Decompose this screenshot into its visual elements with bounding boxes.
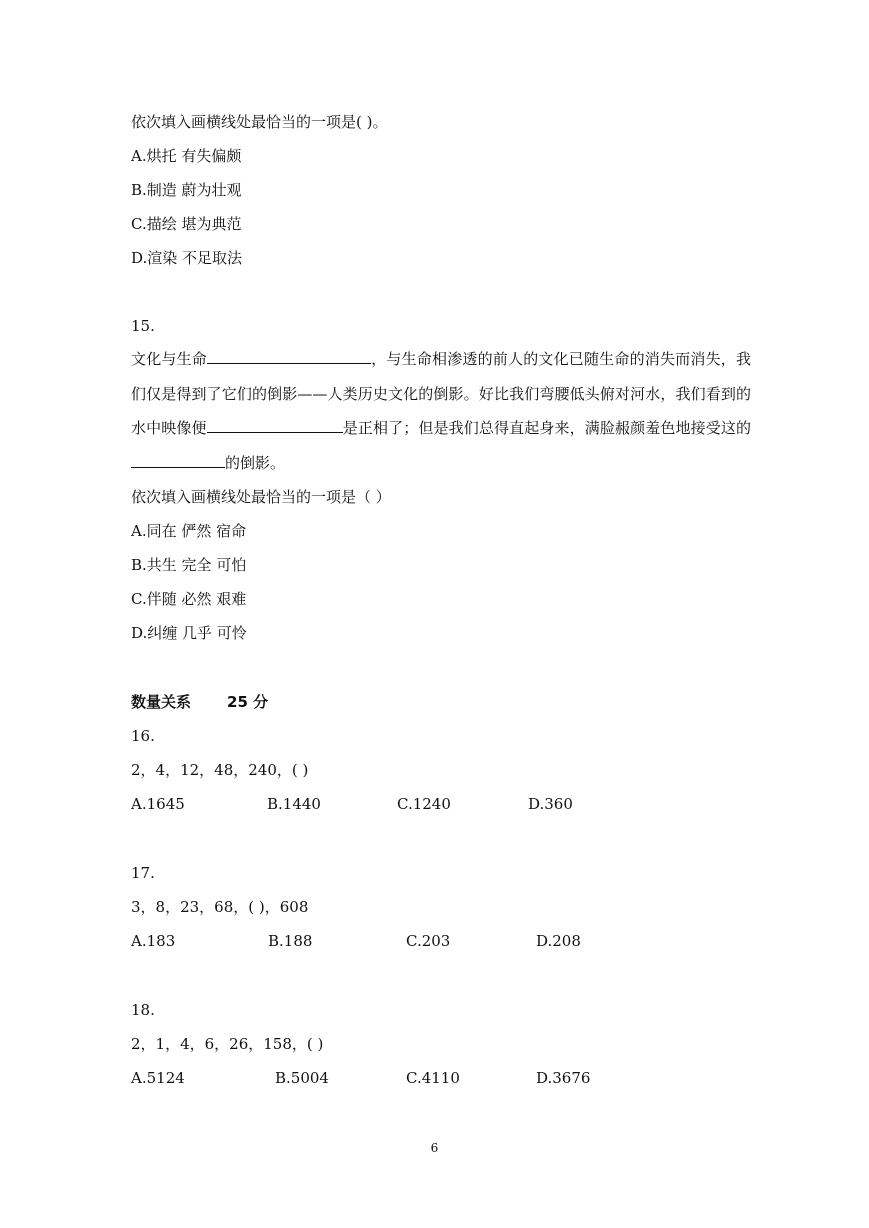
q15-text-1: 文化与生命 xyxy=(131,350,207,368)
q17-number: 17. xyxy=(131,864,155,882)
q17-option-d: D.208 xyxy=(536,932,581,950)
q15-blank-3 xyxy=(131,451,225,468)
q17-option-b: B.188 xyxy=(268,932,313,950)
q15-text-4: 的倒影。 xyxy=(225,453,286,472)
page-number: 6 xyxy=(430,1141,439,1155)
q16-option-b: B.1440 xyxy=(267,795,321,813)
q16-number: 16. xyxy=(131,727,155,745)
q15-option-a: A.同在 俨然 宿命 xyxy=(131,522,247,540)
q15-text-2: ，与生命相渗透的前人的文化已随生命的消失而消失，我们仅是得到了它们的倒影——人类历史文化的倒影。好比我们弯腰低头俯对河水，我们看到的水中映像便 xyxy=(131,350,751,437)
q18-option-a: A.5124 xyxy=(131,1069,185,1087)
q18-number: 18. xyxy=(131,1001,155,1019)
q18-option-b: B.5004 xyxy=(275,1069,329,1087)
section-title: 数量关系 xyxy=(131,693,192,711)
q14-option-a: A.烘托 有失偏颇 xyxy=(131,147,242,165)
q15-number: 15. xyxy=(131,317,155,335)
q18-option-c: C.4110 xyxy=(406,1069,460,1087)
q15-option-b: B.共生 完全 可怕 xyxy=(131,556,247,574)
q14-option-c: C.描绘 堪为典范 xyxy=(131,215,242,233)
q16-option-c: C.1240 xyxy=(397,795,451,813)
q15-option-d: D.纠缠 几乎 可怜 xyxy=(131,624,247,642)
section-heading xyxy=(131,692,268,712)
q15-option-c: C.伴随 必然 艰难 xyxy=(131,590,247,608)
q16-sequence: 2，4，12，48，240，( ) xyxy=(131,761,309,779)
q15-blank-1 xyxy=(207,347,371,364)
q15-passage xyxy=(131,342,751,480)
q17-option-c: C.203 xyxy=(406,932,451,950)
q16-option-a: A.1645 xyxy=(131,795,185,813)
q15-text-3: 是正相了；但是我们总得直起身来，满脸赧颜羞色地接受这的 xyxy=(342,419,751,437)
q14-option-d: D.渲染 不足取法 xyxy=(131,249,243,267)
q17-sequence: 3，8，23，68，( )，608 xyxy=(131,898,309,916)
q18-sequence: 2，1，4，6，26，158，( ) xyxy=(131,1035,324,1053)
q16-option-d: D.360 xyxy=(528,795,573,813)
q14-option-b: B.制造 蔚为壮观 xyxy=(131,181,242,199)
q15-stem: 依次填入画横线处最恰当的一项是（ ） xyxy=(131,488,391,506)
section-score: 25 分 xyxy=(227,693,269,711)
q15-blank-2 xyxy=(207,416,343,433)
q14-stem: 依次填入画横线处最恰当的一项是( )。 xyxy=(131,113,388,131)
q17-option-a: A.183 xyxy=(131,932,176,950)
q18-option-d: D.3676 xyxy=(536,1069,591,1087)
